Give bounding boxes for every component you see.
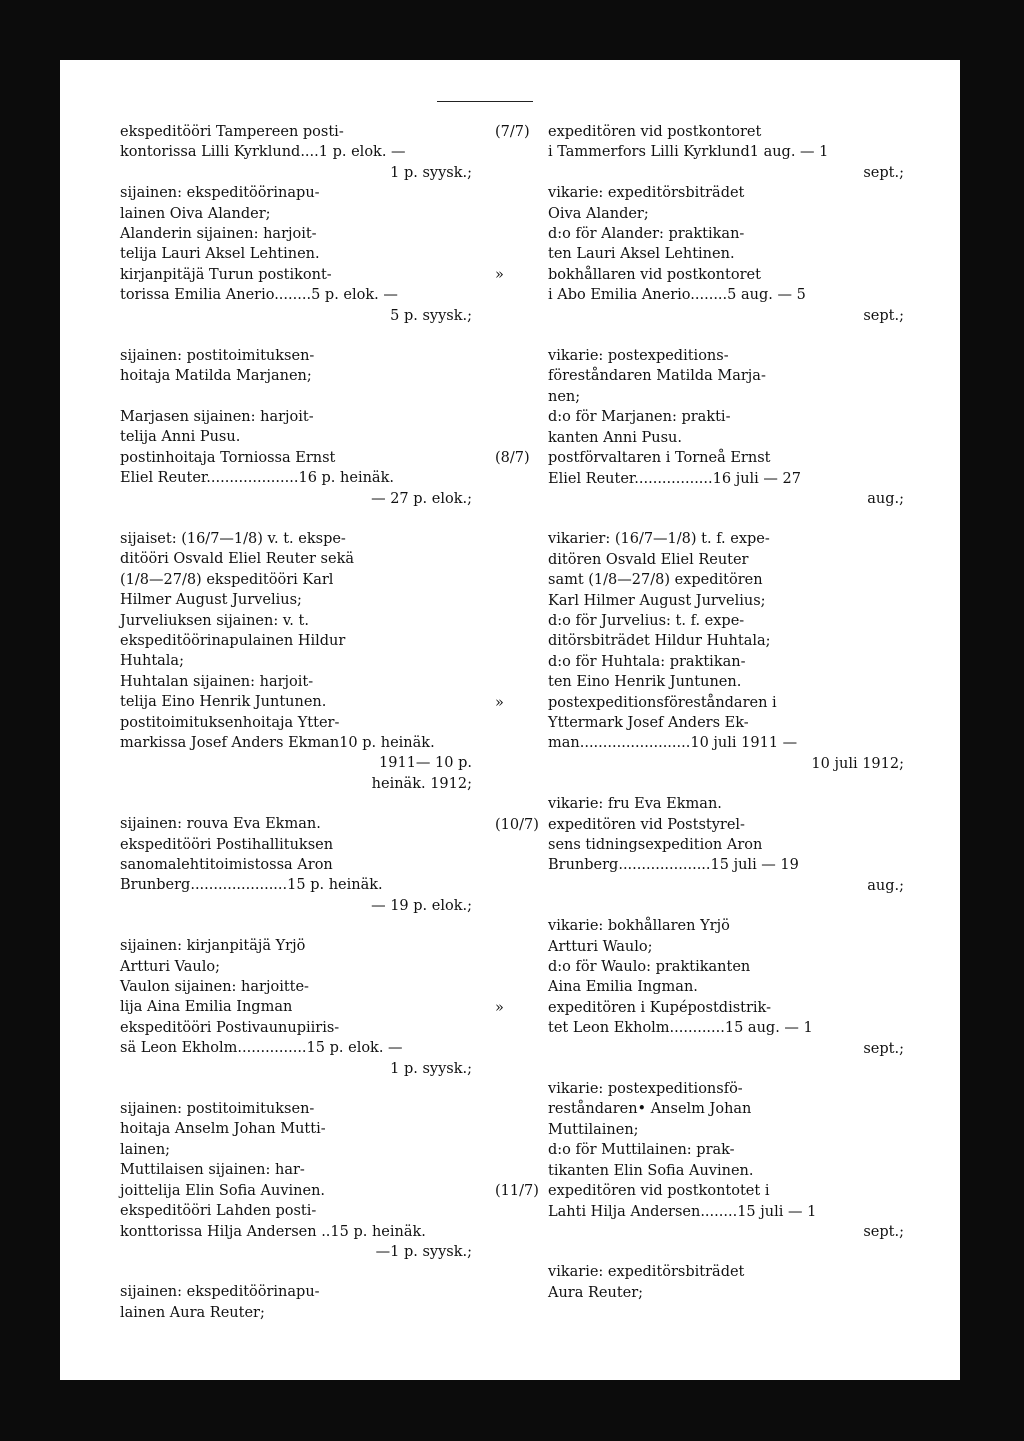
entry-body (548, 998, 904, 1059)
text-line: vikarie: postexpeditionsfö- (548, 1081, 743, 1098)
text-line: Hilmer August Jurvelius; (120, 592, 302, 609)
text-line: Artturi Vaulo; (120, 958, 220, 975)
swedish-column (496, 122, 904, 1303)
text-line: bokhållaren vid postkontoret (548, 266, 761, 283)
entry-body (548, 815, 904, 897)
entry-marker: (7/7) (495, 124, 530, 140)
entry (120, 265, 472, 326)
entry (120, 1201, 472, 1262)
top-rule (437, 101, 533, 102)
text-line: sanomalehtitoimistossa Aron (120, 857, 333, 873)
dated-line (120, 1222, 472, 1242)
entry (496, 693, 904, 775)
text-line: lija Aina Emilia Ingman (120, 999, 293, 1016)
entry-body (548, 693, 904, 775)
entry (120, 916, 472, 1018)
entry-body (548, 1181, 904, 1242)
date-continuation: 5 p. syysk.; (390, 307, 472, 324)
entry-marker: (8/7) (495, 450, 530, 467)
dated-text: torissa Emilia Anerio........ (120, 287, 312, 304)
date-continuation: sept.; (863, 1223, 904, 1240)
dated-text: man........................ (548, 735, 691, 752)
text-line: lainen; (120, 1141, 171, 1158)
finnish-column (120, 122, 472, 1323)
text-line: Huhtala; (120, 653, 184, 670)
date-range: 10 p. heinäk. (339, 734, 435, 751)
text-line: Marjasen sijainen: harjoit- (120, 408, 314, 425)
date-range: 16 juli — 27 (712, 470, 801, 487)
entry-spacer (120, 509, 472, 529)
text-line: hoitaja Matilda Marjanen; (120, 368, 312, 385)
text-line: joittelija Elin Sofia Auvinen. (120, 1182, 326, 1199)
entry-spacer (120, 1262, 472, 1282)
entry-body (548, 529, 904, 692)
text-line: sijainen: ekspeditöörinapu- (120, 185, 320, 202)
text-line: expeditören vid postkontoret (548, 124, 762, 140)
text-line: Jurveliuksen sijainen: v. t. (120, 612, 309, 629)
entry (496, 122, 904, 183)
entry-marker: (10/7) (495, 816, 539, 833)
entry (120, 1018, 472, 1079)
date-continuation: 10 juli 1912; (811, 755, 904, 772)
text-line: telija Lauri Aksel Lehtinen. (120, 246, 320, 263)
entry (120, 713, 472, 795)
dated-text: markissa Josef Anders Ekman (120, 734, 340, 751)
entry (496, 998, 904, 1059)
entry-body (548, 448, 904, 509)
entry-spacer (120, 387, 472, 407)
dated-line (548, 1018, 904, 1038)
entry (120, 387, 472, 448)
entry-spacer (120, 916, 472, 936)
entry (120, 794, 472, 834)
text-line: vikarier: (16/7—1/8) t. f. expe- (548, 531, 770, 548)
text-line: Vaulon sijainen: harjoitte- (120, 979, 309, 996)
text-line: Huhtalan sijainen: harjoit- (120, 673, 314, 690)
date-range: 5 p. elok. — (311, 287, 398, 304)
text-line: (1/8—27/8) ekspeditööri Karl (120, 571, 334, 588)
text-line: vikarie: expeditörsbiträdet (548, 185, 745, 202)
date-continuation: sept.; (863, 1040, 904, 1057)
text-line: ditören Osvald Eliel Reuter (548, 551, 749, 568)
dated-text: Eliel Reuter.................... (120, 470, 299, 487)
text-line: ekspeditööri Tampereen posti- (120, 124, 344, 140)
entry-spacer (496, 1059, 904, 1079)
entry-body (548, 794, 904, 814)
text-line: Aura Reuter; (548, 1284, 644, 1301)
date-range: 10 juli 1911 — (690, 735, 798, 752)
date-continuation: aug.; (867, 877, 904, 894)
entry-body (548, 183, 904, 265)
text-line: Muttilainen; (548, 1121, 639, 1138)
text-line: Yttermark Josef Anders Ek- (548, 714, 749, 731)
dated-text: konttorissa Hilja Andersen .. (120, 1223, 331, 1240)
date-range: 15 aug. — 1 (724, 1020, 813, 1037)
text-line: ekspeditööri Postivaunupiiris- (120, 1019, 340, 1036)
text-line: nen; (548, 388, 581, 405)
dated-line (548, 1202, 904, 1222)
text-line: kirjanpitäjä Turun postikont- (120, 266, 332, 283)
date-continuation: —1 p. syysk.; (375, 1243, 472, 1260)
date-continuation: sept.; (863, 164, 904, 181)
text-line: vikarie: fru Eva Ekman. (548, 796, 722, 813)
entry (120, 326, 472, 387)
text-line: samt (1/8—27/8) expeditören (548, 572, 763, 589)
text-line: ditööri Osvald Eliel Reuter sekä (120, 551, 355, 568)
date-continuation: 1 p. syysk.; (390, 164, 472, 181)
text-line: ten Lauri Aksel Lehtinen. (548, 246, 735, 263)
text-line: Muttilaisen sijainen: har- (120, 1162, 305, 1179)
entry (496, 326, 904, 448)
text-line: Alanderin sijainen: harjoit- (120, 226, 317, 243)
text-line: ekspeditöörinapulainen Hildur (120, 632, 346, 649)
date-continuation: 1911— 10 p. (379, 755, 472, 772)
date-range: 1 aug. — 1 (749, 144, 829, 161)
text-line: expeditören vid Poststyrel- (548, 816, 745, 833)
entry-spacer (496, 774, 904, 794)
text-line: Aina Emilia Ingman. (548, 979, 698, 996)
text-line: telija Eino Henrik Juntunen. (120, 694, 327, 711)
text-line: vikarie: expeditörsbiträdet (548, 1264, 745, 1281)
text-line: expeditören vid postkontotet i (548, 1183, 770, 1200)
text-line: d:o för Alander: praktikan- (548, 226, 745, 243)
dated-text: tet Leon Ekholm............ (548, 1020, 725, 1037)
date-continuation: — 19 p. elok.; (371, 897, 472, 914)
entry (496, 815, 904, 897)
entry (120, 1079, 472, 1201)
dated-text: i Abo Emilia Anerio........ (548, 287, 728, 304)
dated-text: Lahti Hilja Andersen........ (548, 1203, 738, 1220)
text-line: ditörsbiträdet Hildur Huhtala; (548, 633, 771, 650)
entry (120, 183, 472, 265)
entry (496, 265, 904, 326)
dated-line (120, 875, 472, 895)
entry-body (548, 346, 904, 448)
entry-spacer (120, 1079, 472, 1099)
date-range: 1 p. elok. — (318, 144, 406, 161)
date-continuation: aug.; (867, 490, 904, 507)
entry-spacer (496, 1242, 904, 1262)
entry-body (548, 265, 904, 326)
entry (120, 448, 472, 509)
text-line: ten Eino Henrik Juntunen. (548, 674, 742, 691)
entry (496, 1181, 904, 1242)
text-line: d:o för Marjanen: prakti- (548, 409, 731, 426)
entry-body (548, 916, 904, 998)
text-line: postitoimituksenhoitaja Ytter- (120, 714, 340, 731)
entry (496, 774, 904, 814)
text-line: tikanten Elin Sofia Auvinen. (548, 1162, 754, 1179)
text-line: lainen Aura Reuter; (120, 1304, 265, 1321)
date-continuation: 1 p. syysk.; (390, 1060, 472, 1077)
text-line: d:o för Huhtala: praktikan- (548, 653, 746, 670)
date-range: 15 p. heinäk. (330, 1223, 426, 1240)
text-line: d:o för Muttilainen: prak- (548, 1142, 735, 1159)
entry-body (548, 1262, 904, 1303)
text-line: d:o för Waulo: praktikanten (548, 959, 751, 976)
entry-marker: » (495, 999, 504, 1016)
date-range: 15 juli — 1 (737, 1203, 817, 1220)
dated-text: kontorissa Lilli Kyrklund.... (120, 144, 319, 161)
entry (496, 1242, 904, 1303)
entry (496, 448, 904, 509)
dated-line (120, 468, 472, 488)
text-line: sijaiset: (16/7—1/8) v. t. ekspe- (120, 530, 346, 547)
text-line: vikarie: bokhållaren Yrjö (548, 918, 730, 935)
text-line: föreståndaren Matilda Marja- (548, 368, 766, 385)
text-line: sijainen: postitoimituksen- (120, 1101, 315, 1118)
date-range: 15 p. elok. — (306, 1040, 403, 1057)
dated-line (120, 733, 472, 753)
text-line: postinhoitaja Torniossa Ernst (120, 449, 336, 466)
entry (120, 122, 472, 183)
text-line: ekspeditööri Lahden posti- (120, 1203, 317, 1220)
text-line: postexpeditionsföreståndaren i (548, 694, 777, 711)
entry-spacer (496, 509, 904, 529)
entry-spacer (496, 326, 904, 346)
dated-line (548, 469, 904, 489)
dated-line (120, 285, 472, 305)
entry-spacer (496, 896, 904, 916)
entry-body (548, 122, 904, 183)
text-line: Oiva Alander; (548, 205, 649, 222)
text-line: hoitaja Anselm Johan Mutti- (120, 1121, 326, 1138)
entry-spacer (120, 326, 472, 346)
text-line: sijainen: rouva Eva Ekman. (120, 816, 321, 833)
entry (496, 183, 904, 265)
text-line: lainen Oiva Alander; (120, 205, 271, 222)
entry-marker: (11/7) (495, 1183, 539, 1200)
dated-line (548, 733, 904, 753)
dated-text: Brunberg..................... (120, 877, 288, 894)
entry-marker: » (495, 266, 504, 283)
date-range: 5 aug. — 5 (727, 287, 806, 304)
text-line: d:o för Jurvelius: t. f. expe- (548, 612, 745, 629)
entry-marker: » (495, 694, 504, 711)
date-range: 15 p. heinäk. (287, 877, 383, 894)
date-range: 16 p. heinäk. (298, 470, 394, 487)
entry-spacer (120, 794, 472, 814)
dated-line (120, 142, 472, 162)
entry (120, 509, 472, 713)
text-line: expeditören i Kupépostdistrik- (548, 999, 771, 1016)
entry-body (548, 1079, 904, 1181)
text-line: postförvaltaren i Torneå Ernst (548, 450, 771, 467)
dated-line (548, 285, 904, 305)
dated-text: sä Leon Ekholm............... (120, 1040, 307, 1057)
dated-line (548, 142, 904, 162)
date-continuation: heinäk. 1912; (371, 775, 472, 792)
date-continuation: sept.; (863, 307, 904, 324)
text-line: telija Anni Pusu. (120, 429, 241, 446)
entry (496, 896, 904, 998)
text-line: vikarie: postexpeditions- (548, 348, 729, 365)
entry (120, 835, 472, 917)
text-line: sijainen: kirjanpitäjä Yrjö (120, 938, 306, 955)
text-line: kanten Anni Pusu. (548, 429, 683, 446)
text-line: Karl Hilmer August Jurvelius; (548, 592, 766, 609)
text-line: sijainen: ekspeditöörinapu- (120, 1284, 320, 1301)
text-line: sijainen: postitoimituksen- (120, 348, 315, 365)
date-range: 15 juli — 19 (710, 857, 799, 874)
entry (496, 509, 904, 692)
dated-line (548, 855, 904, 875)
text-line: ekspeditööri Postihallituksen (120, 836, 334, 853)
entry (120, 1262, 472, 1323)
dated-line (120, 1038, 472, 1058)
date-continuation: — 27 p. elok.; (371, 490, 472, 507)
dated-text: Eliel Reuter................. (548, 470, 713, 487)
text-line: sens tidningsexpedition Aron (548, 837, 763, 853)
text-line: reståndaren• Anselm Johan (548, 1101, 752, 1118)
dated-text: Brunberg.................... (548, 857, 711, 874)
entry (496, 1059, 904, 1181)
text-line: Artturi Waulo; (548, 938, 653, 955)
dated-text: i Tammerfors Lilli Kyrklund (548, 144, 750, 161)
